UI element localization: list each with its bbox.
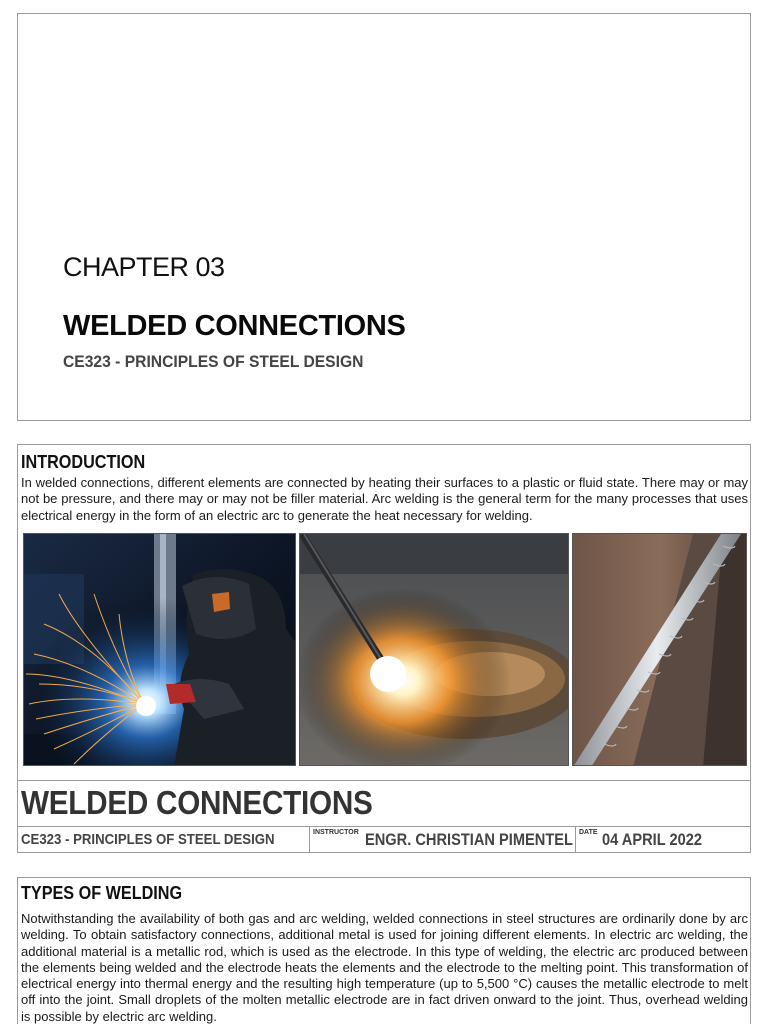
introduction-card (17, 444, 751, 853)
types-heading: TYPES OF WELDING (21, 883, 183, 903)
metadata-row (18, 826, 750, 853)
date-value: 04 APRIL 2022 (602, 830, 702, 849)
welder-sparks-photo (23, 533, 296, 766)
instructor-label: INSTRUCTOR (313, 829, 359, 836)
course-name: CE323 - PRINCIPLES OF STEEL DESIGN (21, 831, 275, 848)
date-cell (576, 827, 750, 853)
weld-bead-photo (572, 533, 747, 766)
chapter-number: CHAPTER 03 (63, 252, 225, 282)
instructor-name: ENGR. CHRISTIAN PIMENTEL (365, 830, 573, 849)
date-label: DATE (579, 829, 598, 836)
instructor-cell (310, 827, 576, 853)
electrode-arc-photo (299, 533, 569, 766)
introduction-heading: INTRODUCTION (21, 452, 146, 472)
introduction-text: In welded connections, different elements are connected by heating their surfaces to a plastic or fluid state. There may or may not be pressure, and there may or may not be filler material. Arc welding is the general term for the many processes that uses electrical energy in the form of an electric arc to generate the heat necessary for welding. (21, 475, 748, 523)
types-text: Notwithstanding the availability of both gas and arc welding, welded connections in steel structures are ordinarily done by arc welding. To obtain satisfactory connections, additional metal is used for joining different elements. In electric arc welding, the additional material is a metallic rod, which is used as the electrode. In this type of welding, the electric arc produced between the elements being welded and the electrode heats the elements and the electrode to the melting point. This transformation of electrical energy into thermal energy and the resulting high temperature (up to 5,500 °C) causes the metallic electrode to melt off into the joint. Small droplets of the molten metallic electrode are in fact driven onward to the joint. Thus, overhead welding is possible by electric arc welding. (21, 911, 748, 1024)
cover-card (17, 13, 751, 421)
course-cell (18, 827, 310, 853)
chapter-title: WELDED CONNECTIONS (63, 310, 406, 342)
banner-divider (18, 780, 750, 781)
banner-title: WELDED CONNECTIONS (21, 784, 373, 821)
types-of-welding-card (17, 877, 751, 1024)
course-subtitle: CE323 - PRINCIPLES OF STEEL DESIGN (63, 352, 364, 371)
